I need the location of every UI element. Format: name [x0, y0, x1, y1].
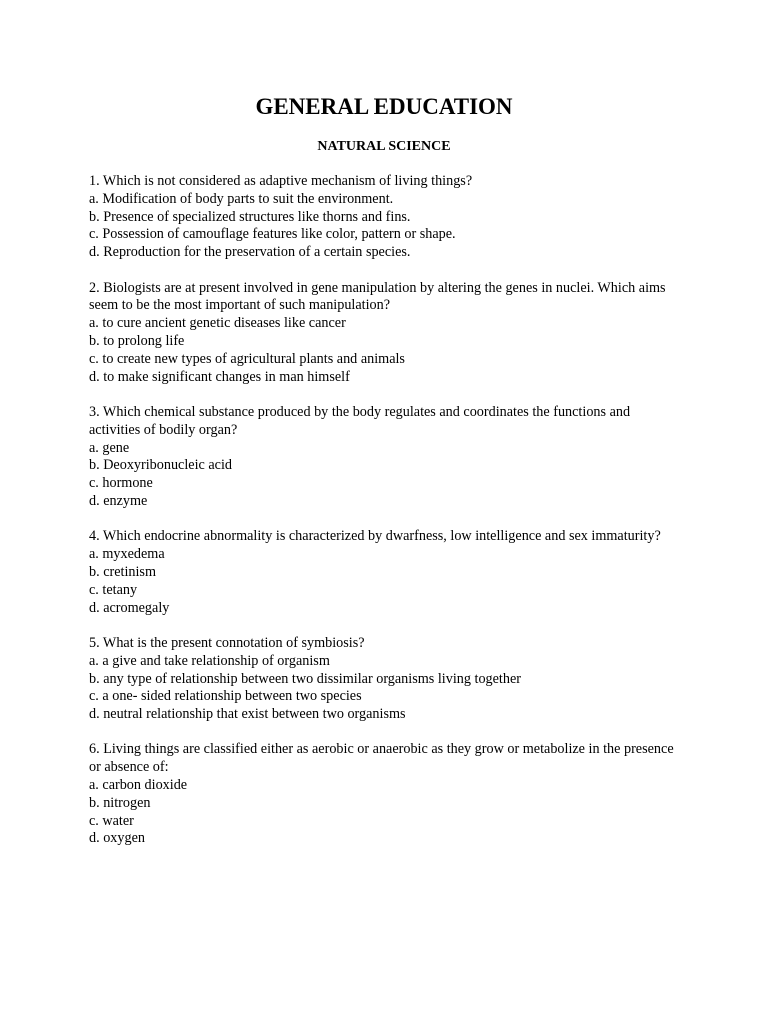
question-list	[89, 173, 689, 866]
answer-option: d. enzyme	[89, 492, 148, 509]
answer-option: b. nitrogen	[89, 794, 151, 811]
answer-option: a. to cure ancient genetic diseases like cancer	[89, 315, 346, 332]
question-item	[89, 741, 689, 848]
question-stem: 4. Which endocrine abnormality is characterized by dwarfness, low intelligence and sex immaturity?	[89, 528, 661, 545]
answer-option: d. to make significant changes in man himself	[89, 368, 350, 385]
answer-option: c. Possession of camouflage features like color, pattern or shape.	[89, 226, 456, 243]
answer-option: a. gene	[89, 439, 130, 456]
document-title: GENERAL EDUCATION	[255, 94, 513, 119]
question-item	[89, 173, 689, 262]
question-stem: 2. Biologists are at present involved in gene manipulation by altering the genes in nuclei. Which aims seem to be the most important of such manipulation?	[89, 279, 666, 314]
answer-option: b. Presence of specialized structures like thorns and fins.	[89, 208, 411, 225]
answer-option: c. tetany	[89, 581, 138, 598]
question-stem: 3. Which chemical substance produced by the body regulates and coordinates the functions and activities of bodily organ?	[89, 403, 631, 438]
answer-option: c. water	[89, 812, 134, 829]
question-item	[89, 404, 689, 511]
answer-option: b. to prolong life	[89, 332, 185, 349]
question-stem: 1. Which is not considered as adaptive mechanism of living things?	[89, 173, 473, 189]
answer-option: c. to create new types of agricultural plants and animals	[89, 350, 405, 367]
answer-option: b. Deoxyribonucleic acid	[89, 457, 233, 474]
answer-option: b. any type of relationship between two dissimilar organisms living together	[89, 670, 521, 687]
answer-option: c. a one- sided relationship between two species	[89, 688, 362, 705]
answer-option: a. Modification of body parts to suit the environment.	[89, 190, 394, 207]
question-stem: 5. What is the present connotation of symbiosis?	[89, 634, 365, 651]
answer-option: a. myxedema	[89, 546, 165, 563]
question-stem: 6. Living things are classified either as aerobic or anaerobic as they grow or metabolize in the presence or absence of:	[89, 741, 674, 776]
answer-option: c. hormone	[89, 475, 153, 492]
answer-option: d. neutral relationship that exist between two organisms	[89, 706, 406, 723]
answer-option: b. cretinism	[89, 563, 156, 580]
answer-option: a. a give and take relationship of organism	[89, 652, 330, 669]
answer-option: d. Reproduction for the preservation of a certain species.	[89, 244, 411, 261]
question-item	[89, 280, 689, 387]
question-item	[89, 528, 689, 617]
question-item	[89, 635, 689, 724]
section-subtitle: NATURAL SCIENCE	[317, 139, 451, 154]
answer-option: a. carbon dioxide	[89, 777, 188, 794]
answer-option: d. oxygen	[89, 830, 145, 847]
answer-option: d. acromegaly	[89, 599, 170, 616]
